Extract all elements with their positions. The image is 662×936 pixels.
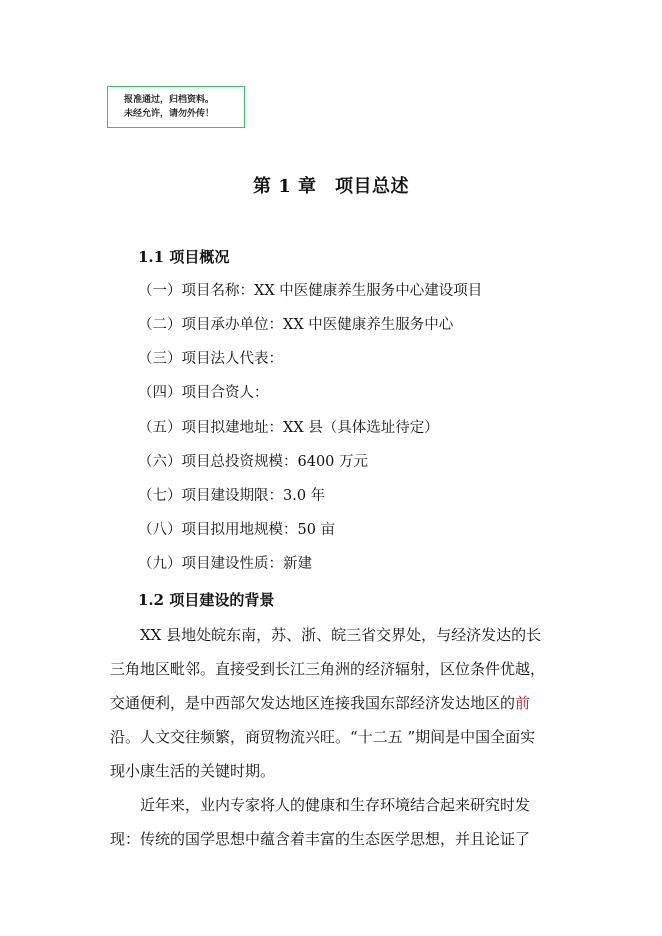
notice-line-2: 未经允许，请勿外传！ (124, 109, 215, 119)
paragraph-line (110, 686, 558, 720)
overview-item-organizer: （二）项目承办单位：XX 中医健康养生服务中心 (138, 317, 454, 333)
overview-item-name: （一）项目名称：XX 中医健康养生服务中心建设项目 (138, 283, 483, 299)
paragraph-line: 沿。人文交往频繁，商贸物流兴旺。“十二五 ”期间是中国全面实 (110, 728, 536, 746)
overview-item-investment: （六）项目总投资规模：6400 万元 (138, 454, 369, 470)
paragraph-line: 三角地区毗邻。直接受到长江三角洲的经济辐射，区位条件优越， (110, 660, 546, 678)
paragraph-line: 现小康生活的关键时期。 (110, 762, 276, 780)
overview-item-land: （八）项目拟用地规模：50 亩 (138, 522, 336, 538)
notice-line-1: 报准通过，归档资料。 (124, 95, 215, 105)
section-title-overview: 1.1 项目概况 (138, 248, 230, 266)
overview-item-address: （五）项目拟建地址：XX 县（具体选址待定） (138, 420, 439, 436)
background-paragraph-2 (110, 788, 558, 856)
overview-item-nature: （九）项目建设性质：新建 (138, 556, 312, 572)
overview-item-partner: （四）项目合资人： (138, 385, 269, 401)
notice-stamp-box (107, 86, 245, 128)
paragraph-line: 现：传统的国学思想中蕴含着丰富的生态医学思想，并且论证了 (110, 830, 531, 848)
paragraph-line-text: 交通便利，是中西部欠发达地区连接我国东部经济发达地区的 (110, 694, 516, 712)
background-paragraph-1 (110, 618, 558, 788)
overview-item-duration: （七）项目建设期限：3.0 年 (138, 488, 326, 504)
chapter-title: 第 1 章 项目总述 (252, 176, 410, 197)
paragraph-line: 近年来，业内专家将人的健康和生存环境结合起来研究时发 (140, 796, 531, 814)
section-title-background: 1.2 项目建设的背景 (138, 591, 275, 609)
overview-item-legal-rep: （三）项目法人代表： (138, 351, 283, 367)
paragraph-line: XX 县地处皖东南，苏、浙、皖三省交界处，与经济发达的长 (140, 626, 542, 644)
highlighted-character: 前 (515, 694, 531, 712)
